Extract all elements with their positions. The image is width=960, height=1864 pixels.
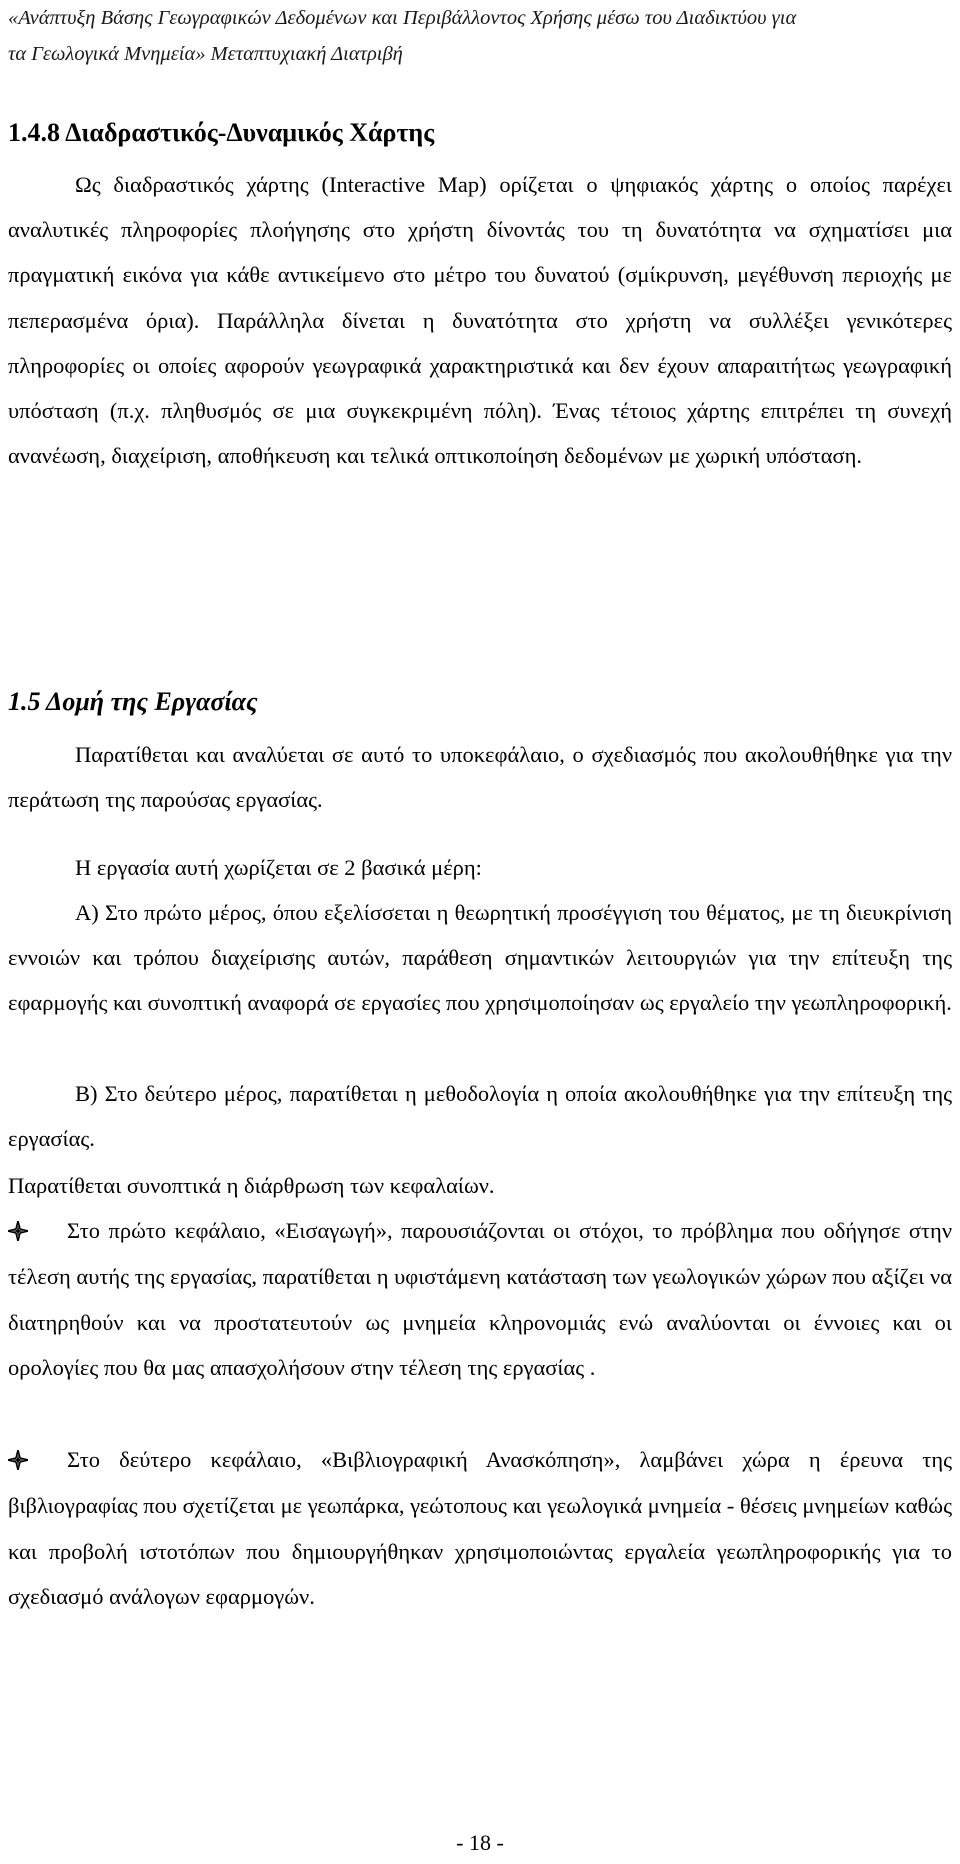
bullet-text-chapter-1: Στο πρώτο κεφάλαιο, «Εισαγωγή», παρουσιάζονται οι στόχοι, το πρόβλημα που οδήγησε στην τέλεση αυτής της εργασίας, παρατίθεται η υφιστάμενη κατάσταση των γεωλογικών χώρων που αξίζει να διατηρηθούν και να προστατευτούν ως μνημεία κληρονομιάς ενώ αναλύονται οι έννοιες και οι ορολογίες που θα μας απασχολήσουν στην τέλεση της εργασίας . — [8, 1218, 952, 1381]
running-header — [8, 0, 948, 72]
list-item — [8, 1437, 952, 1620]
section-heading-1-5: 1.5 Δομή της Εργασίας — [8, 687, 258, 716]
page-number: - 18 - — [456, 1830, 504, 1855]
paragraph-part-b: Β) Στο δεύτερο μέρος, παρατίθεται η μεθοδολογία η οποία ακολουθήθηκε για την επίτευξη της εργασίας. — [8, 1081, 952, 1152]
header-line-1: «Ανάπτυξη Βάσης Γεωγραφικών Δεδομένων και Περιβάλλοντος Χρήσης μέσω του Διαδικτύου για — [8, 7, 797, 29]
section-heading-1-4-8: 1.4.8 Διαδραστικός-Δυναμικός Χάρτης — [8, 118, 435, 147]
list-item — [8, 1208, 952, 1391]
paragraph-interactive-map: Ως διαδραστικός χάρτης (Interactive Map) ορίζεται ο ψηφιακός χάρτης ο οποίος παρέχει αναλυτικές πληροφορίες πλοήγησης στο χρήστη δίνοντάς του τη δυνατότητα να σχηματίσει μια πραγματική εικόνα για κάθε αντικείμενο στο μέτρο του δυνατού (σμίκρυνση, μεγέθυνση περιοχής με πεπερασμένα όρια). Παράλληλα δίνεται η δυνατότητα στο χρήστη να συλλέξει γενικότερες πληροφορίες οι οποίες αφορούν γεωγραφικά χαρακτηριστικά και δεν έχουν απαραιτήτως γεωγραφική υπόσταση (π.χ. πληθυσμός σε μια συγκεκριμένη πόλη). Ένας τέτοιος χάρτης επιτρέπει τη συνεχή ανανέωση, διαχείριση, αποθήκευση και τελικά οπτικοποίηση δεδομένων με χωρική υπόσταση. — [8, 172, 952, 469]
paragraph-section-intro: Παρατίθεται και αναλύεται σε αυτό το υποκεφάλαιο, ο σχεδιασμός που ακολουθήθηκε για την περάτωση της παρούσας εργασίας. — [8, 742, 952, 813]
bullet-text-chapter-2: Στο δεύτερο κεφάλαιο, «Βιβλιογραφική Ανασκόπηση», λαμβάνει χώρα η έρευνα της βιβλιογραφίας που σχετίζεται με γεωπάρκα, γεώτοπους και γεωλογικά μνημεία - θέσεις μνημείων καθώς και προβολή ιστοτόπων που δημιουργήθηκαν χρησιμοποιώντας εργαλεία γεωπληροφορικής για το σχεδιασμό ανάλογων εφαρμογών. — [8, 1447, 952, 1610]
paragraph-part-a: Α) Στο πρώτο μέρος, όπου εξελίσσεται η θεωρητική προσέγγιση του θέματος, με τη διευκρίνιση εννοιών και τρόπου διαχείρισης αυτών, παράθεση σημαντικών λειτουργιών για την επίτευξη της εφαρμογής και συνοπτική αναφορά σε εργασίες που χρησιμοποίησαν ως εργαλείο την γεωπληροφορική. — [8, 900, 952, 1016]
diamond-bullet-icon — [8, 1208, 67, 1254]
paragraph-parts-intro: Η εργασία αυτή χωρίζεται σε 2 βασικά μέρη: — [75, 855, 482, 880]
paragraph-chapters-intro: Παρατίθεται συνοπτικά η διάρθρωση των κεφαλαίων. — [8, 1173, 495, 1198]
header-line-2: τα Γεωλογικά Μνημεία» Μεταπτυχιακή Διατριβή — [8, 43, 403, 65]
diamond-bullet-icon — [8, 1437, 67, 1483]
